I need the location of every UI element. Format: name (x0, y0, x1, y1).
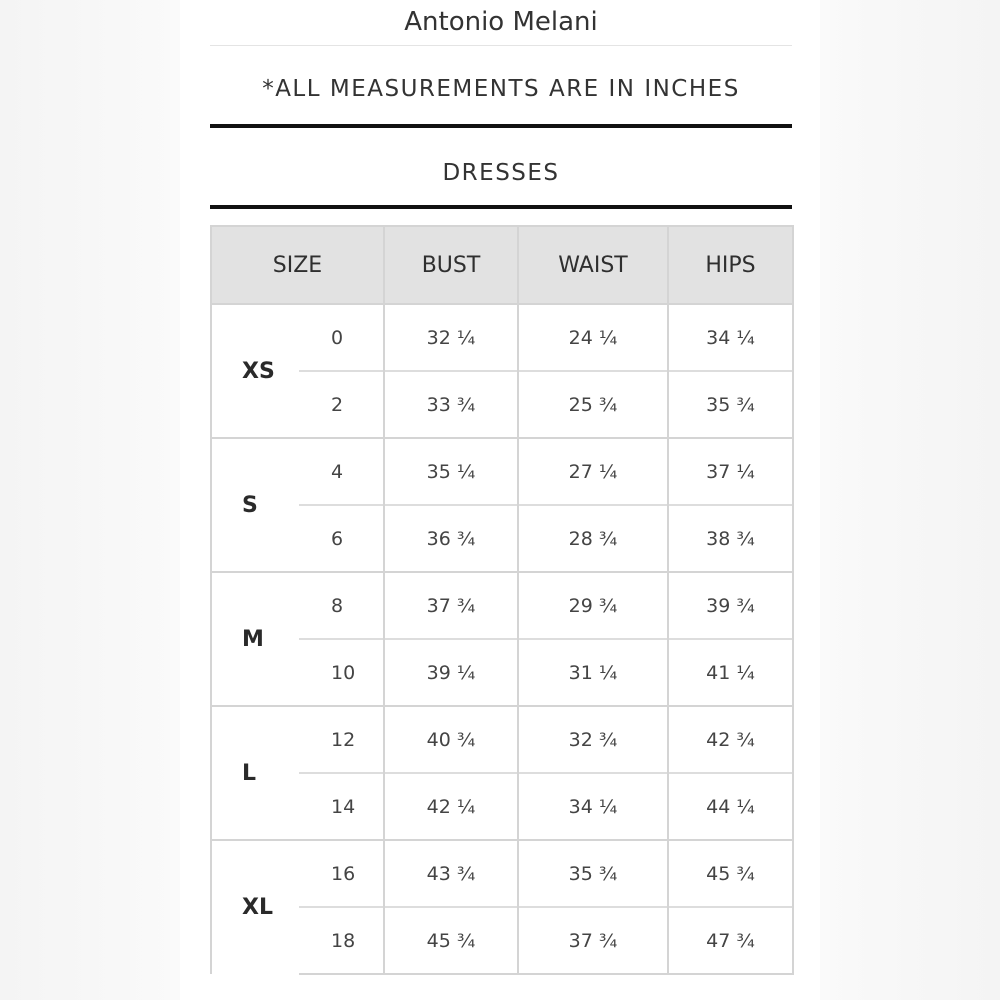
hips-value: 42 ¾ (668, 706, 793, 773)
hips-value: 37 ¼ (668, 438, 793, 505)
section-title: DRESSES (442, 160, 560, 186)
right-margin (820, 0, 1000, 1000)
hips-value: 35 ¾ (668, 371, 793, 438)
hips-value: 39 ¾ (668, 572, 793, 639)
table-row (211, 773, 793, 840)
left-margin (0, 0, 180, 1000)
hips-value: 44 ¼ (668, 773, 793, 840)
size-number: 12 (299, 706, 384, 773)
size-number: 0 (299, 304, 384, 371)
waist-value: 35 ¾ (518, 840, 668, 907)
header-row (211, 226, 793, 304)
hips-value: 47 ¾ (668, 907, 793, 974)
table-row (211, 639, 793, 706)
table-row (211, 907, 793, 974)
hips-value: 41 ¼ (668, 639, 793, 706)
waist-value: 28 ¾ (518, 505, 668, 572)
waist-value: 32 ¾ (518, 706, 668, 773)
size-letter: XS (211, 304, 299, 438)
size-number: 16 (299, 840, 384, 907)
table-row (211, 572, 793, 639)
size-table (210, 225, 794, 975)
table-row (211, 706, 793, 773)
table-row (211, 505, 793, 572)
size-number: 14 (299, 773, 384, 840)
size-letter: L (211, 706, 299, 840)
size-number: 8 (299, 572, 384, 639)
size-letter: M (211, 572, 299, 706)
bust-value: 39 ¼ (384, 639, 518, 706)
divider-top (210, 124, 792, 128)
waist-value: 25 ¾ (518, 371, 668, 438)
hips-value: 45 ¾ (668, 840, 793, 907)
bust-value: 36 ¾ (384, 505, 518, 572)
table-row (211, 304, 793, 371)
bust-value: 37 ¾ (384, 572, 518, 639)
hips-value: 34 ¼ (668, 304, 793, 371)
bust-value: 43 ¾ (384, 840, 518, 907)
size-number: 18 (299, 907, 384, 974)
header-bust: BUST (384, 226, 518, 304)
waist-value: 37 ¾ (518, 907, 668, 974)
size-letter: XL (211, 840, 299, 974)
header-hips: HIPS (668, 226, 793, 304)
table-row (211, 840, 793, 907)
bust-value: 35 ¼ (384, 438, 518, 505)
header-size: SIZE (211, 226, 384, 304)
bust-value: 40 ¾ (384, 706, 518, 773)
size-letter: S (211, 438, 299, 572)
waist-value: 27 ¼ (518, 438, 668, 505)
size-number: 2 (299, 371, 384, 438)
hips-value: 38 ¾ (668, 505, 793, 572)
size-number: 6 (299, 505, 384, 572)
table-row (211, 371, 793, 438)
table-row (211, 438, 793, 505)
waist-value: 34 ¼ (518, 773, 668, 840)
waist-value: 29 ¾ (518, 572, 668, 639)
bust-value: 33 ¾ (384, 371, 518, 438)
waist-value: 24 ¼ (518, 304, 668, 371)
divider-bottom (210, 205, 792, 209)
size-number: 4 (299, 438, 384, 505)
size-table-body (211, 304, 793, 974)
size-number: 10 (299, 639, 384, 706)
bust-value: 32 ¼ (384, 304, 518, 371)
header-waist: WAIST (518, 226, 668, 304)
waist-value: 31 ¼ (518, 639, 668, 706)
brand-name: Antonio Melani (210, 0, 792, 46)
bust-value: 42 ¼ (384, 773, 518, 840)
measurement-note: *ALL MEASUREMENTS ARE IN INCHES (262, 76, 740, 102)
bust-value: 45 ¾ (384, 907, 518, 974)
